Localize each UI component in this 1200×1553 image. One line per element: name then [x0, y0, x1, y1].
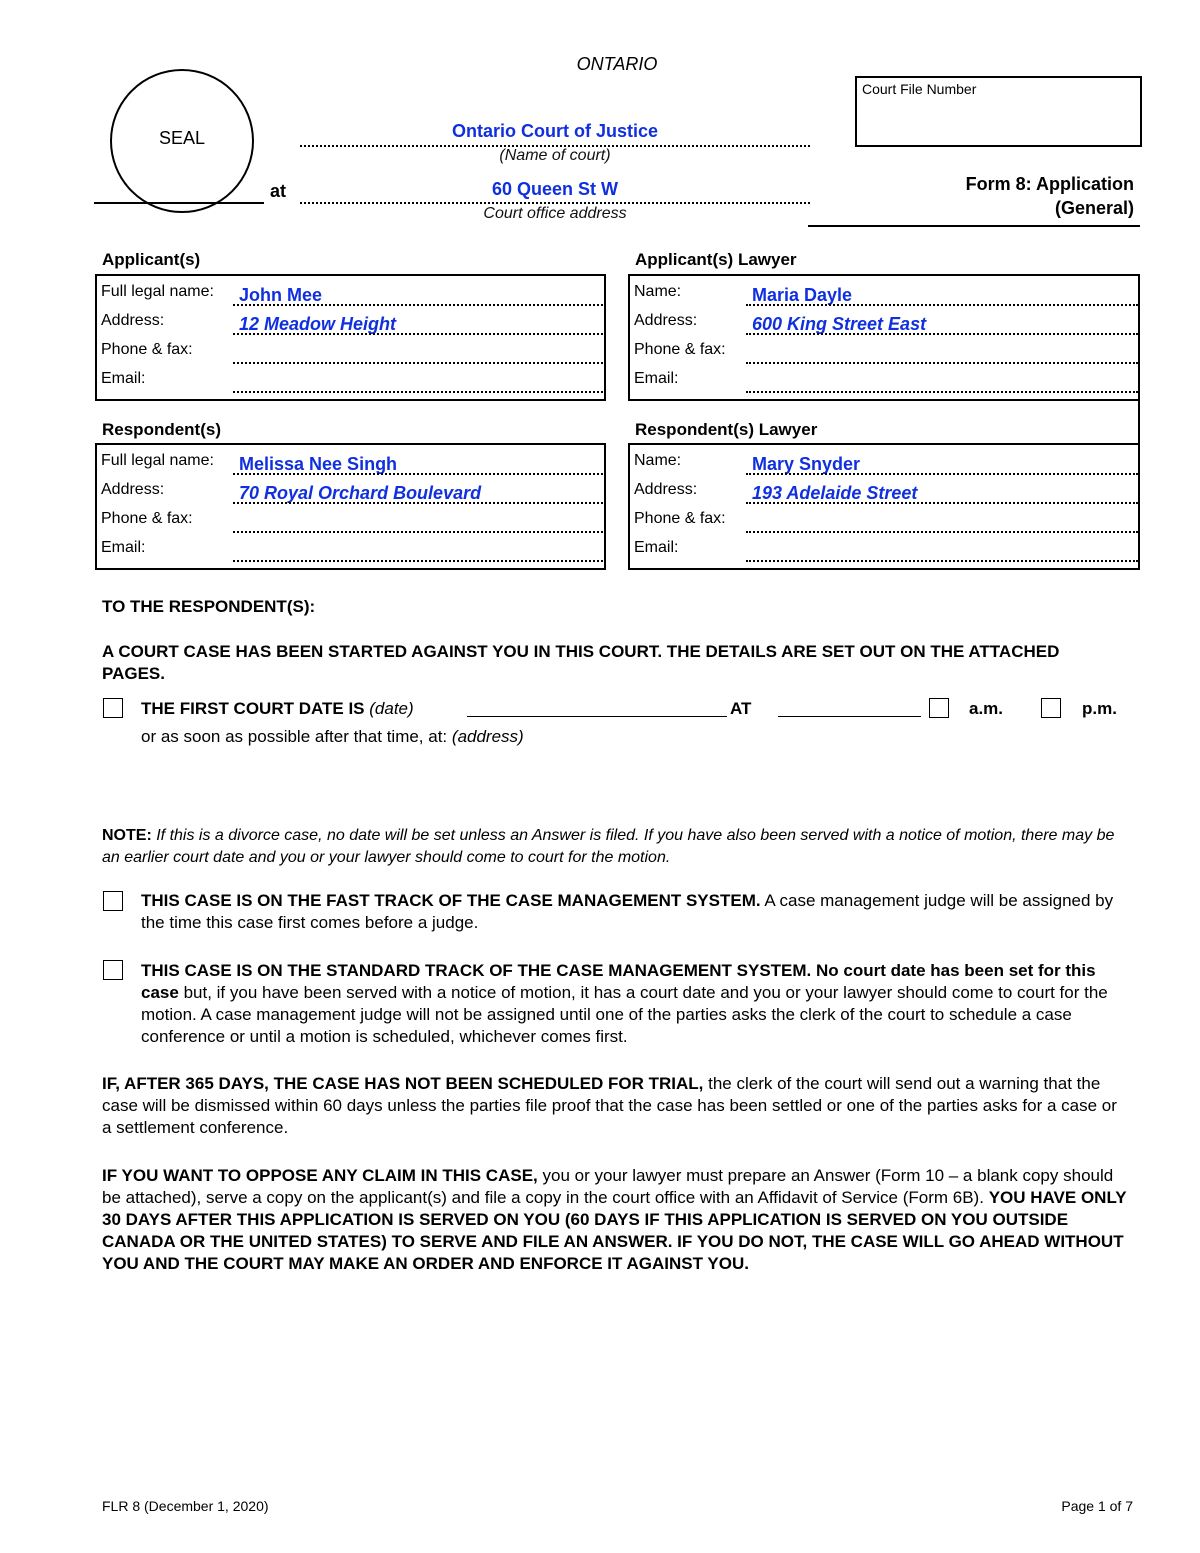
page-number: Page 1 of 7	[1061, 1498, 1133, 1514]
name-label: Name:	[634, 283, 682, 300]
field-line	[233, 391, 603, 393]
field-line	[746, 473, 1138, 475]
applicant-name-field[interactable]: John Mee	[239, 285, 323, 305]
applicant-lawyer-box	[628, 274, 1140, 401]
at-label: at	[270, 181, 287, 201]
field-line	[233, 304, 603, 306]
applicant-lawyer-name-field[interactable]: Maria Dayle	[752, 285, 853, 305]
address-label: Address:	[634, 481, 698, 498]
field-line	[233, 560, 603, 562]
soon-after-line	[141, 726, 524, 748]
field-line	[233, 473, 603, 475]
address-label: Address:	[101, 481, 165, 498]
email-label: Email:	[101, 539, 146, 556]
pm-label: p.m.	[1082, 699, 1117, 718]
field-line	[233, 502, 603, 504]
oppose-label: IF YOU WANT TO OPPOSE ANY CLAIM IN THIS CASE,	[102, 1166, 538, 1185]
respondent-name-field[interactable]: Melissa Nee Singh	[239, 454, 398, 474]
field-line	[746, 333, 1138, 335]
name-label: Name:	[634, 452, 682, 469]
seal-label: SEAL	[158, 128, 206, 148]
respondent-lawyer-box	[628, 443, 1140, 570]
email-label: Email:	[634, 370, 679, 387]
standard-track-paragraph	[141, 960, 1131, 1048]
applicant-lawyer-address-field[interactable]: 600 King Street East	[752, 314, 927, 334]
province-title: ONTARIO	[576, 54, 658, 74]
fast-track-paragraph	[141, 890, 1131, 934]
court-address-field[interactable]: 60 Queen St W	[491, 179, 619, 199]
court-file-number-label: Court File Number	[862, 81, 977, 97]
note-paragraph	[102, 825, 1127, 869]
note-label: NOTE:	[102, 827, 152, 844]
field-line	[746, 560, 1138, 562]
field-line	[746, 531, 1138, 533]
respondent-address-field[interactable]: 70 Royal Orchard Boulevard	[239, 483, 482, 503]
respondent-box	[95, 443, 606, 570]
court-address-caption: Court office address	[483, 205, 627, 222]
to-respondent-heading: TO THE RESPONDENT(S):	[102, 597, 316, 616]
address-label: Address:	[101, 312, 165, 329]
form-title-rule	[808, 225, 1140, 227]
standard-track-label: THIS CASE IS ON THE STANDARD TRACK OF THE CASE MANAGEMENT SYSTEM. No court date has been set for this case	[141, 961, 1096, 1002]
field-line	[233, 531, 603, 533]
phone-fax-label: Phone & fax:	[634, 510, 726, 527]
pm-checkbox[interactable]	[1041, 698, 1061, 718]
first-court-date-line	[141, 698, 414, 720]
field-line	[746, 391, 1138, 393]
field-line	[746, 502, 1138, 504]
soon-after-text: or as soon as possible after that time, at:	[141, 727, 448, 746]
email-label: Email:	[101, 370, 146, 387]
field-line	[233, 362, 603, 364]
standard-track-checkbox[interactable]	[103, 960, 123, 980]
phone-fax-label: Phone & fax:	[634, 341, 726, 358]
note-text: If this is a divorce case, no date will be set unless an Answer is filed. If you have also been served with a notice of motion, there may be an earlier court date and you or your lawyer should come to court for the motion.	[102, 827, 1115, 866]
applicant-heading: Applicant(s)	[102, 250, 201, 269]
respondent-lawyer-address-field[interactable]: 193 Adelaide Street	[752, 483, 918, 503]
form-reference: FLR 8 (December 1, 2020)	[102, 1498, 269, 1514]
phone-fax-label: Phone & fax:	[101, 341, 193, 358]
address-caption: (address)	[451, 727, 524, 746]
form-title-line2: (General)	[1054, 198, 1134, 218]
seal-signature-line	[94, 202, 264, 204]
am-label: a.m.	[969, 699, 1004, 718]
respondent-lawyer-name-field[interactable]: Mary Snyder	[752, 454, 861, 474]
oppose-text: you or your lawyer must prepare an Answer (Form 10 – a blank copy should be attached), serve a copy on the applicant(s) and file a copy in the court office with an Affidavit of Service (Form 6B).	[102, 1166, 1114, 1207]
respondent-lawyer-heading: Respondent(s) Lawyer	[635, 420, 818, 439]
address-label: Address:	[634, 312, 698, 329]
fast-track-text: A case management judge will be assigned by the time this case first comes before a judge.	[141, 891, 1114, 932]
applicant-box	[95, 274, 606, 401]
applicant-lawyer-heading: Applicant(s) Lawyer	[635, 250, 797, 269]
am-checkbox[interactable]	[929, 698, 949, 718]
fast-track-label: THIS CASE IS ON THE FAST TRACK OF THE CASE MANAGEMENT SYSTEM.	[141, 891, 761, 910]
court-case-started-text: A COURT CASE HAS BEEN STARTED AGAINST YOU IN THIS COURT. THE DETAILS ARE SET OUT ON THE ATTACHED PAGES.	[102, 642, 1060, 683]
trial-paragraph	[102, 1073, 1127, 1139]
field-line	[746, 304, 1138, 306]
court-address-line	[300, 202, 810, 204]
lawyer-box-connector	[1138, 400, 1140, 446]
applicant-address-field[interactable]: 12 Meadow Height	[239, 314, 397, 334]
trial-text: the clerk of the court will send out a warning that the case will be dismissed within 60 days unless the parties file proof that the case has been settled or one of the parties asks for a case or a settlement conference.	[102, 1074, 1117, 1137]
oppose-paragraph	[102, 1165, 1132, 1275]
form-title	[860, 172, 1134, 220]
first-court-date-checkbox[interactable]	[103, 698, 123, 718]
at-time-label: AT	[730, 699, 752, 718]
date-caption: (date)	[369, 699, 414, 718]
trial-label: IF, AFTER 365 DAYS, THE CASE HAS NOT BEEN SCHEDULED FOR TRIAL,	[102, 1074, 704, 1093]
field-line	[746, 362, 1138, 364]
standard-track-text: but, if you have been served with a notice of motion, it has a court date and you or your lawyer should come to court for the motion. A case management judge will not be assigned until one of the parties asks the clerk of the court to schedule a case conference or until a motion is scheduled, whichever comes first.	[141, 983, 1108, 1046]
fast-track-checkbox[interactable]	[103, 891, 123, 911]
email-label: Email:	[634, 539, 679, 556]
court-name-caption: (Name of court)	[499, 147, 611, 164]
court-name-field[interactable]: Ontario Court of Justice	[451, 121, 658, 141]
first-court-date-label: THE FIRST COURT DATE IS	[141, 699, 365, 718]
first-court-date-field[interactable]	[467, 716, 727, 717]
full-legal-name-label: Full legal name:	[101, 283, 214, 300]
respondent-heading: Respondent(s)	[102, 420, 221, 439]
full-legal-name-label: Full legal name:	[101, 452, 214, 469]
field-line	[233, 333, 603, 335]
phone-fax-label: Phone & fax:	[101, 510, 193, 527]
oppose-warning: YOU HAVE ONLY 30 DAYS AFTER THIS APPLICATION IS SERVED ON YOU (60 DAYS IF THIS APPLICATION IS SERVED ON YOU OUTSIDE CANADA OR THE UNITED STATES) TO SERVE AND FILE AN ANSWER. IF YOU DO NOT, THE CASE WILL GO AHEAD WITHOUT YOU AND THE COURT MAY MAKE AN ORDER AND ENFORCE IT AGAINST YOU.	[102, 1188, 1127, 1273]
first-court-time-field[interactable]	[778, 716, 921, 717]
form-title-line1: Form 8: Application	[965, 174, 1134, 194]
